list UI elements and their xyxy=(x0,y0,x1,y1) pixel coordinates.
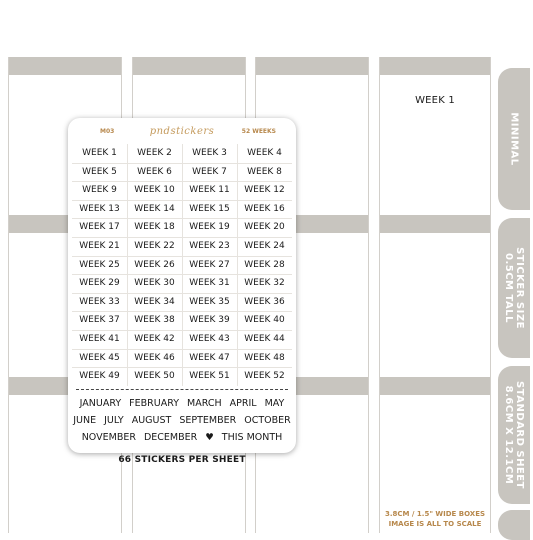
week-sticker: WEEK 48 xyxy=(244,352,285,363)
sheet-header xyxy=(68,126,296,140)
planner-column-4 xyxy=(379,57,491,533)
week-sticker: WEEK 31 xyxy=(189,278,230,289)
month-sticker: NOVEMBER xyxy=(81,432,136,443)
week-sticker: WEEK 14 xyxy=(134,203,175,214)
week-sticker: WEEK 13 xyxy=(79,203,120,214)
month-sticker: SEPTEMBER xyxy=(179,415,237,426)
week-sticker: WEEK 11 xyxy=(189,185,230,196)
week-sticker: WEEK 42 xyxy=(134,334,175,344)
week-sticker: WEEK 12 xyxy=(244,185,285,196)
month-sticker: AUGUST xyxy=(131,415,172,426)
week-sticker: WEEK 40 xyxy=(244,315,285,326)
week-sticker: WEEK 43 xyxy=(189,334,230,344)
week-sticker: WEEK 17 xyxy=(79,222,120,233)
side-tab-label xyxy=(509,112,520,165)
week-sticker: WEEK 10 xyxy=(134,185,175,196)
column-header-band xyxy=(380,57,490,75)
week-sticker: WEEK 9 xyxy=(82,185,117,196)
grid-line xyxy=(237,144,238,386)
week-sticker: WEEK 51 xyxy=(189,371,230,382)
week-sticker: WEEK 20 xyxy=(244,222,285,233)
week-sticker: WEEK 19 xyxy=(189,222,230,233)
column-header-band xyxy=(9,57,121,75)
side-tab-minimal[interactable] xyxy=(498,68,530,210)
sticker-count-caption: 66 STICKERS PER SHEET xyxy=(118,455,246,465)
brand-logo: pndstickers xyxy=(149,126,215,137)
week-sticker: WEEK 45 xyxy=(79,352,120,363)
week-sticker: WEEK 1 xyxy=(82,148,117,158)
week-sticker: WEEK 18 xyxy=(134,222,175,233)
week-sticker: WEEK 16 xyxy=(244,203,285,214)
month-sticker: DECEMBER xyxy=(143,432,198,443)
grid-line xyxy=(182,144,183,386)
tab-subtitle: 0.5CM TALL xyxy=(503,252,514,324)
heart-icon: ♥ xyxy=(205,432,214,443)
week-sticker: WEEK 38 xyxy=(134,315,175,326)
week-sticker: WEEK 7 xyxy=(192,166,227,177)
month-sticker: JANUARY xyxy=(79,398,122,409)
week-sticker: WEEK 8 xyxy=(247,166,282,177)
week-sticker: WEEK 28 xyxy=(244,259,285,270)
week-sticker: WEEK 33 xyxy=(79,296,120,307)
month-row-1 xyxy=(68,398,296,414)
week-sticker: WEEK 49 xyxy=(79,371,120,382)
month-sticker: MAY xyxy=(264,398,285,409)
week-sticker: WEEK 6 xyxy=(137,166,172,177)
week-sticker: WEEK 50 xyxy=(134,371,175,382)
month-sticker: JUNE xyxy=(73,415,97,426)
week-sticker: WEEK 47 xyxy=(189,352,230,363)
week-sticker: WEEK 25 xyxy=(79,259,120,270)
week-sticker: WEEK 23 xyxy=(189,241,230,251)
week-sticker: WEEK 30 xyxy=(134,278,175,289)
side-tab-label xyxy=(503,381,525,489)
week-sticker: WEEK 5 xyxy=(82,166,117,177)
week-sticker: WEEK 27 xyxy=(189,259,230,270)
week-sticker: WEEK 3 xyxy=(192,148,227,158)
week-sticker: WEEK 29 xyxy=(79,278,120,289)
sticker-sheet xyxy=(68,118,296,453)
month-sticker: FEBRUARY xyxy=(129,398,180,409)
month-sticker: APRIL xyxy=(229,398,257,409)
side-tab-label xyxy=(503,247,525,329)
scale-note-line-1: 3.8CM / 1.5" WIDE BOXES xyxy=(384,510,486,518)
week-sticker: WEEK 41 xyxy=(79,334,120,344)
tab-title: STANDARD SHEET xyxy=(514,381,525,489)
week-sticker: WEEK 39 xyxy=(189,315,230,326)
month-row-2 xyxy=(68,415,296,431)
week-sticker: WEEK 24 xyxy=(244,241,285,251)
column-header-band xyxy=(133,57,245,75)
side-tab-standard-sheet[interactable] xyxy=(498,366,530,504)
week-sticker: WEEK 4 xyxy=(247,148,282,158)
month-sticker: MARCH xyxy=(187,398,222,409)
column-divider-band xyxy=(380,215,490,233)
side-tab-partial[interactable] xyxy=(498,510,530,540)
sheet-tag: 52 WEEKS xyxy=(241,128,276,135)
scale-note-line-2: IMAGE IS ALL TO SCALE xyxy=(388,520,482,528)
applied-week-sticker: WEEK 1 xyxy=(415,95,455,106)
scale-note xyxy=(380,509,490,529)
month-sticker: THIS MONTH xyxy=(221,432,283,443)
month-sticker: OCTOBER xyxy=(244,415,291,426)
month-row-3 xyxy=(68,432,296,448)
week-sticker: WEEK 2 xyxy=(137,148,172,158)
week-sticker: WEEK 32 xyxy=(244,278,285,289)
tab-title: STICKER SIZE xyxy=(514,247,525,329)
week-sticker: WEEK 52 xyxy=(244,371,285,382)
week-sticker: WEEK 26 xyxy=(134,259,175,270)
week-sticker: WEEK 44 xyxy=(244,334,285,344)
week-sticker: WEEK 35 xyxy=(189,296,230,307)
week-sticker: WEEK 46 xyxy=(134,352,175,363)
month-sticker: JULY xyxy=(104,415,124,426)
column-header-band xyxy=(256,57,368,75)
week-sticker: WEEK 15 xyxy=(189,203,230,214)
column-divider-band xyxy=(380,377,490,395)
week-sticker: WEEK 22 xyxy=(134,241,175,251)
week-sticker: WEEK 36 xyxy=(244,296,285,307)
tab-subtitle: 8.6CM X 12.1CM xyxy=(503,385,514,485)
week-sticker: WEEK 34 xyxy=(134,296,175,307)
week-sticker: WEEK 21 xyxy=(79,241,120,251)
side-tab-sticker-size[interactable] xyxy=(498,218,530,358)
tab-title: MINIMAL xyxy=(508,112,520,166)
grid-line xyxy=(127,144,128,386)
week-sticker: WEEK 37 xyxy=(79,315,120,326)
dashed-divider xyxy=(76,389,288,390)
sheet-code: M03 xyxy=(100,128,115,135)
